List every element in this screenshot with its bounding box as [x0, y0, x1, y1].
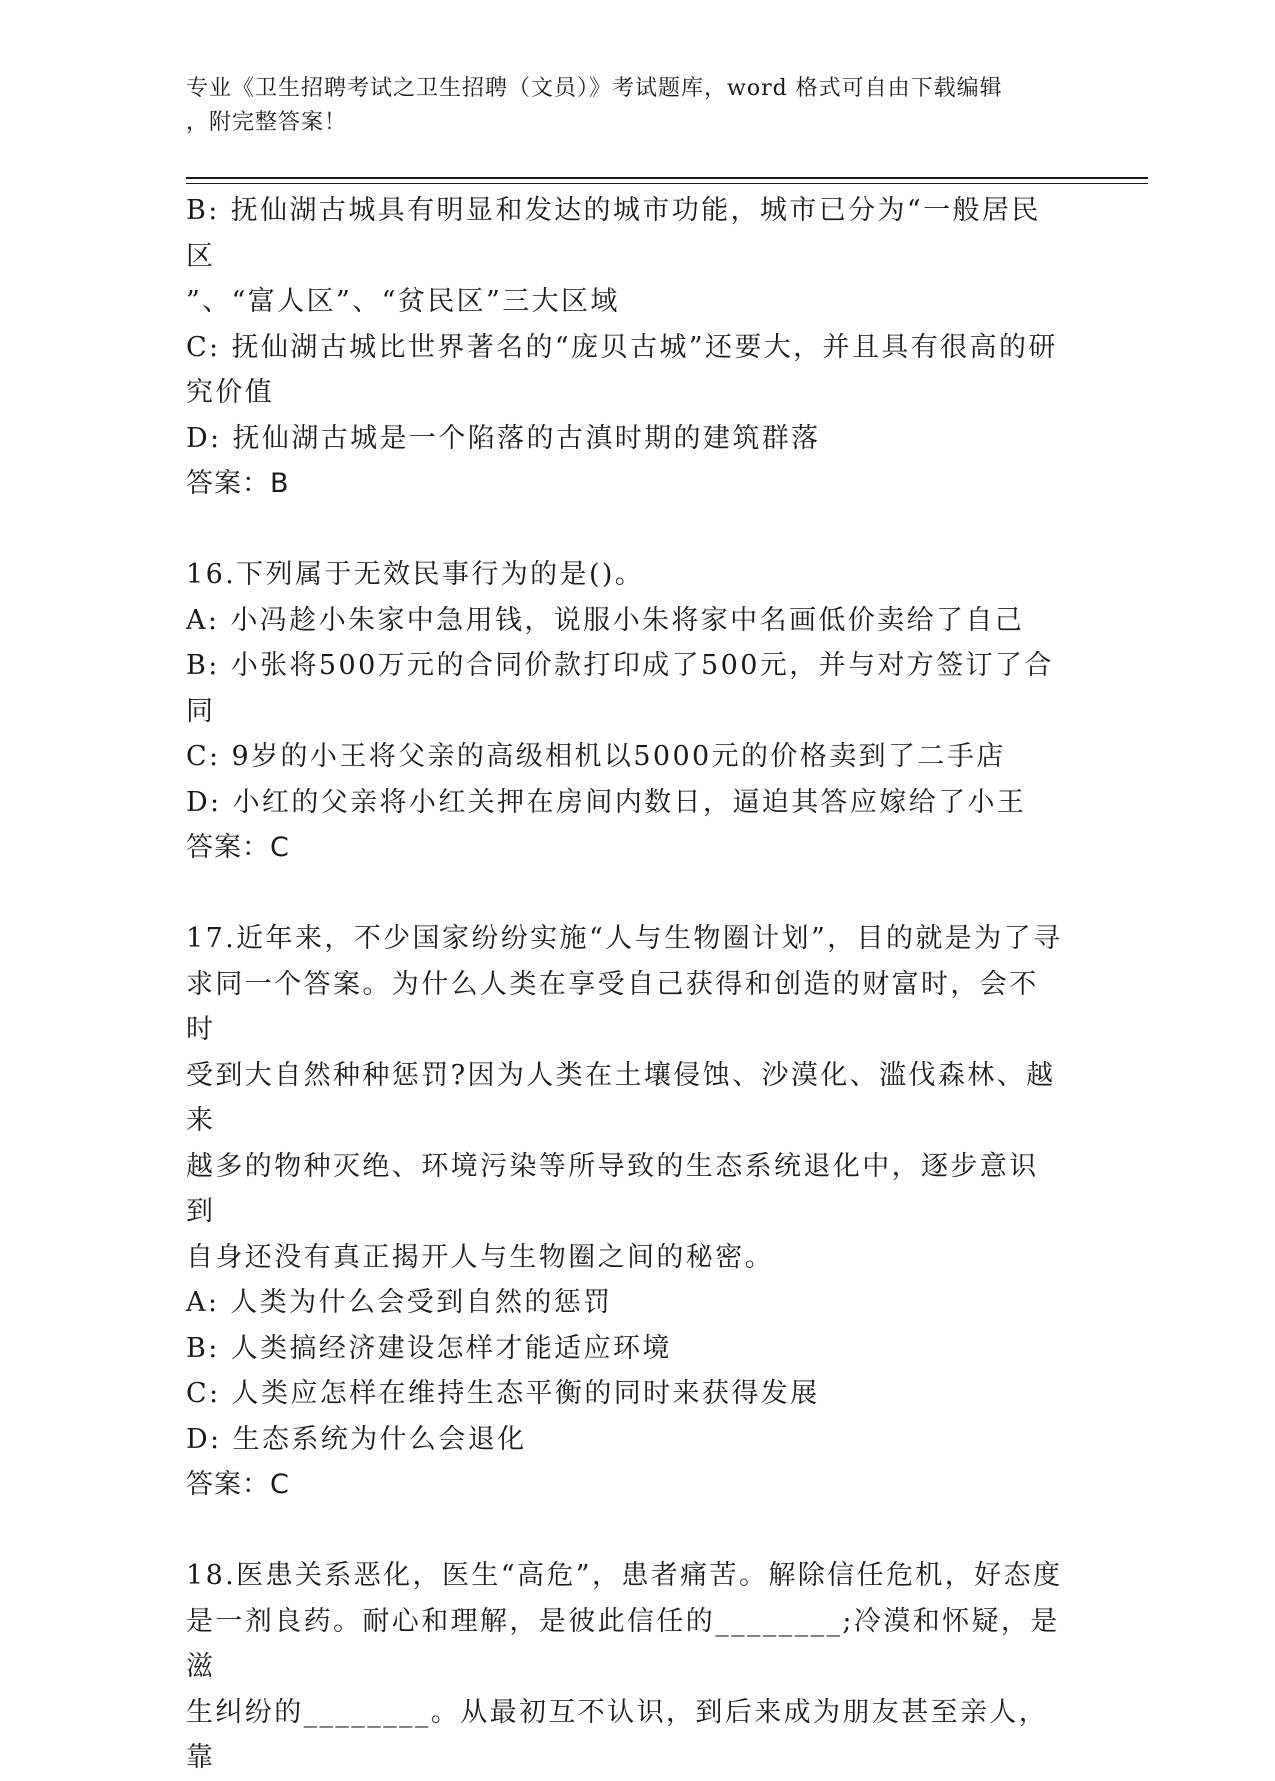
document-body [186, 188, 1066, 1781]
question-stem-line-3: 受到大自然种种惩罚?因为人类在土壤侵蚀、沙漠化、滥伐森林、越来 [186, 1059, 1056, 1136]
spacer [186, 1508, 1066, 1554]
question-stem-line-1: 18.医患关系恶化，医生“高危”，患者痛苦。解除信任危机，好态度 [186, 1560, 1063, 1591]
question-stem-line-2: 是一剂良药。耐心和理解，是彼此信任的________;冷漠和怀疑，是滋 [186, 1605, 1060, 1682]
question-18 [186, 1553, 1066, 1781]
question-stem: 16.下列属于无效民事行为的是()。 [186, 559, 645, 590]
option-c: C: 人类应怎样在维持生态平衡的同时来获得发展 [186, 1378, 820, 1409]
option-b-line-2: ”、“富人区”、“贫民区”三大区域 [186, 286, 620, 317]
question-stem-line-2: 求同一个答案。为什么人类在享受自己获得和创造的财富时，会不时 [186, 968, 1039, 1045]
option-c: C: 9岁的小王将父亲的高级相机以5000元的价格卖到了二手店 [186, 741, 1006, 772]
option-a: A: 人类为什么会受到自然的惩罚 [186, 1287, 613, 1318]
header-divider-thick [186, 177, 1148, 179]
option-a: A: 小冯趁小朱家中急用钱，说服小朱将家中名画低价卖给了自己 [186, 604, 1025, 636]
option-d: D: 小红的父亲将小红关押在房间内数日，逼迫其答应嫁给了小王 [186, 786, 1027, 818]
option-b-line-1: B: 抚仙湖古城具有明显和发达的城市功能，城市已分为“一般居民区 [186, 195, 1041, 272]
option-b: B: 小张将500万元的合同价款打印成了500元，并与对方签订了合同 [186, 650, 1054, 727]
question-16 [186, 552, 1066, 871]
question-15 [186, 188, 1066, 507]
option-d: D: 生态系统为什么会退化 [186, 1423, 527, 1455]
option-c-line-1: C: 抚仙湖古城比世界著名的“庞贝古城”还要大，并且具有很高的研 [186, 331, 1058, 363]
header-line-2: ，附完整答案！ [186, 110, 348, 135]
option-b: B: 人类搞经济建设怎样才能适应环境 [186, 1332, 672, 1364]
header-divider-thin [186, 183, 1148, 184]
spacer [186, 507, 1066, 553]
answer: 答案：B [186, 468, 290, 499]
answer: 答案：C [186, 832, 290, 863]
question-stem-line-4: 越多的物种灭绝、环境污染等所导致的生态系统退化中，逐步意识到 [186, 1150, 1039, 1227]
spacer [186, 871, 1066, 917]
question-stem-line-3: 生纠纷的________。从最初互不认识，到后来成为朋友甚至亲人，靠 [186, 1696, 1049, 1773]
header-line-1: 专业《卫生招聘考试之卫生招聘（文员）》考试题库，word 格式可自由下载编辑 [186, 76, 1003, 101]
question-17 [186, 916, 1066, 1508]
question-stem-line-5: 自身还没有真正揭开人与生物圈之间的秘密。 [186, 1241, 774, 1273]
question-stem-line-1: 17.近年来，不少国家纷纷实施“人与生物圈计划”，目的就是为了寻 [186, 923, 1063, 954]
answer: 答案：C [186, 1469, 290, 1500]
document-header [186, 72, 1066, 140]
option-c-line-2: 究价值 [186, 377, 275, 408]
option-d: D: 抚仙湖古城是一个陷落的古滇时期的建筑群落 [186, 422, 821, 454]
